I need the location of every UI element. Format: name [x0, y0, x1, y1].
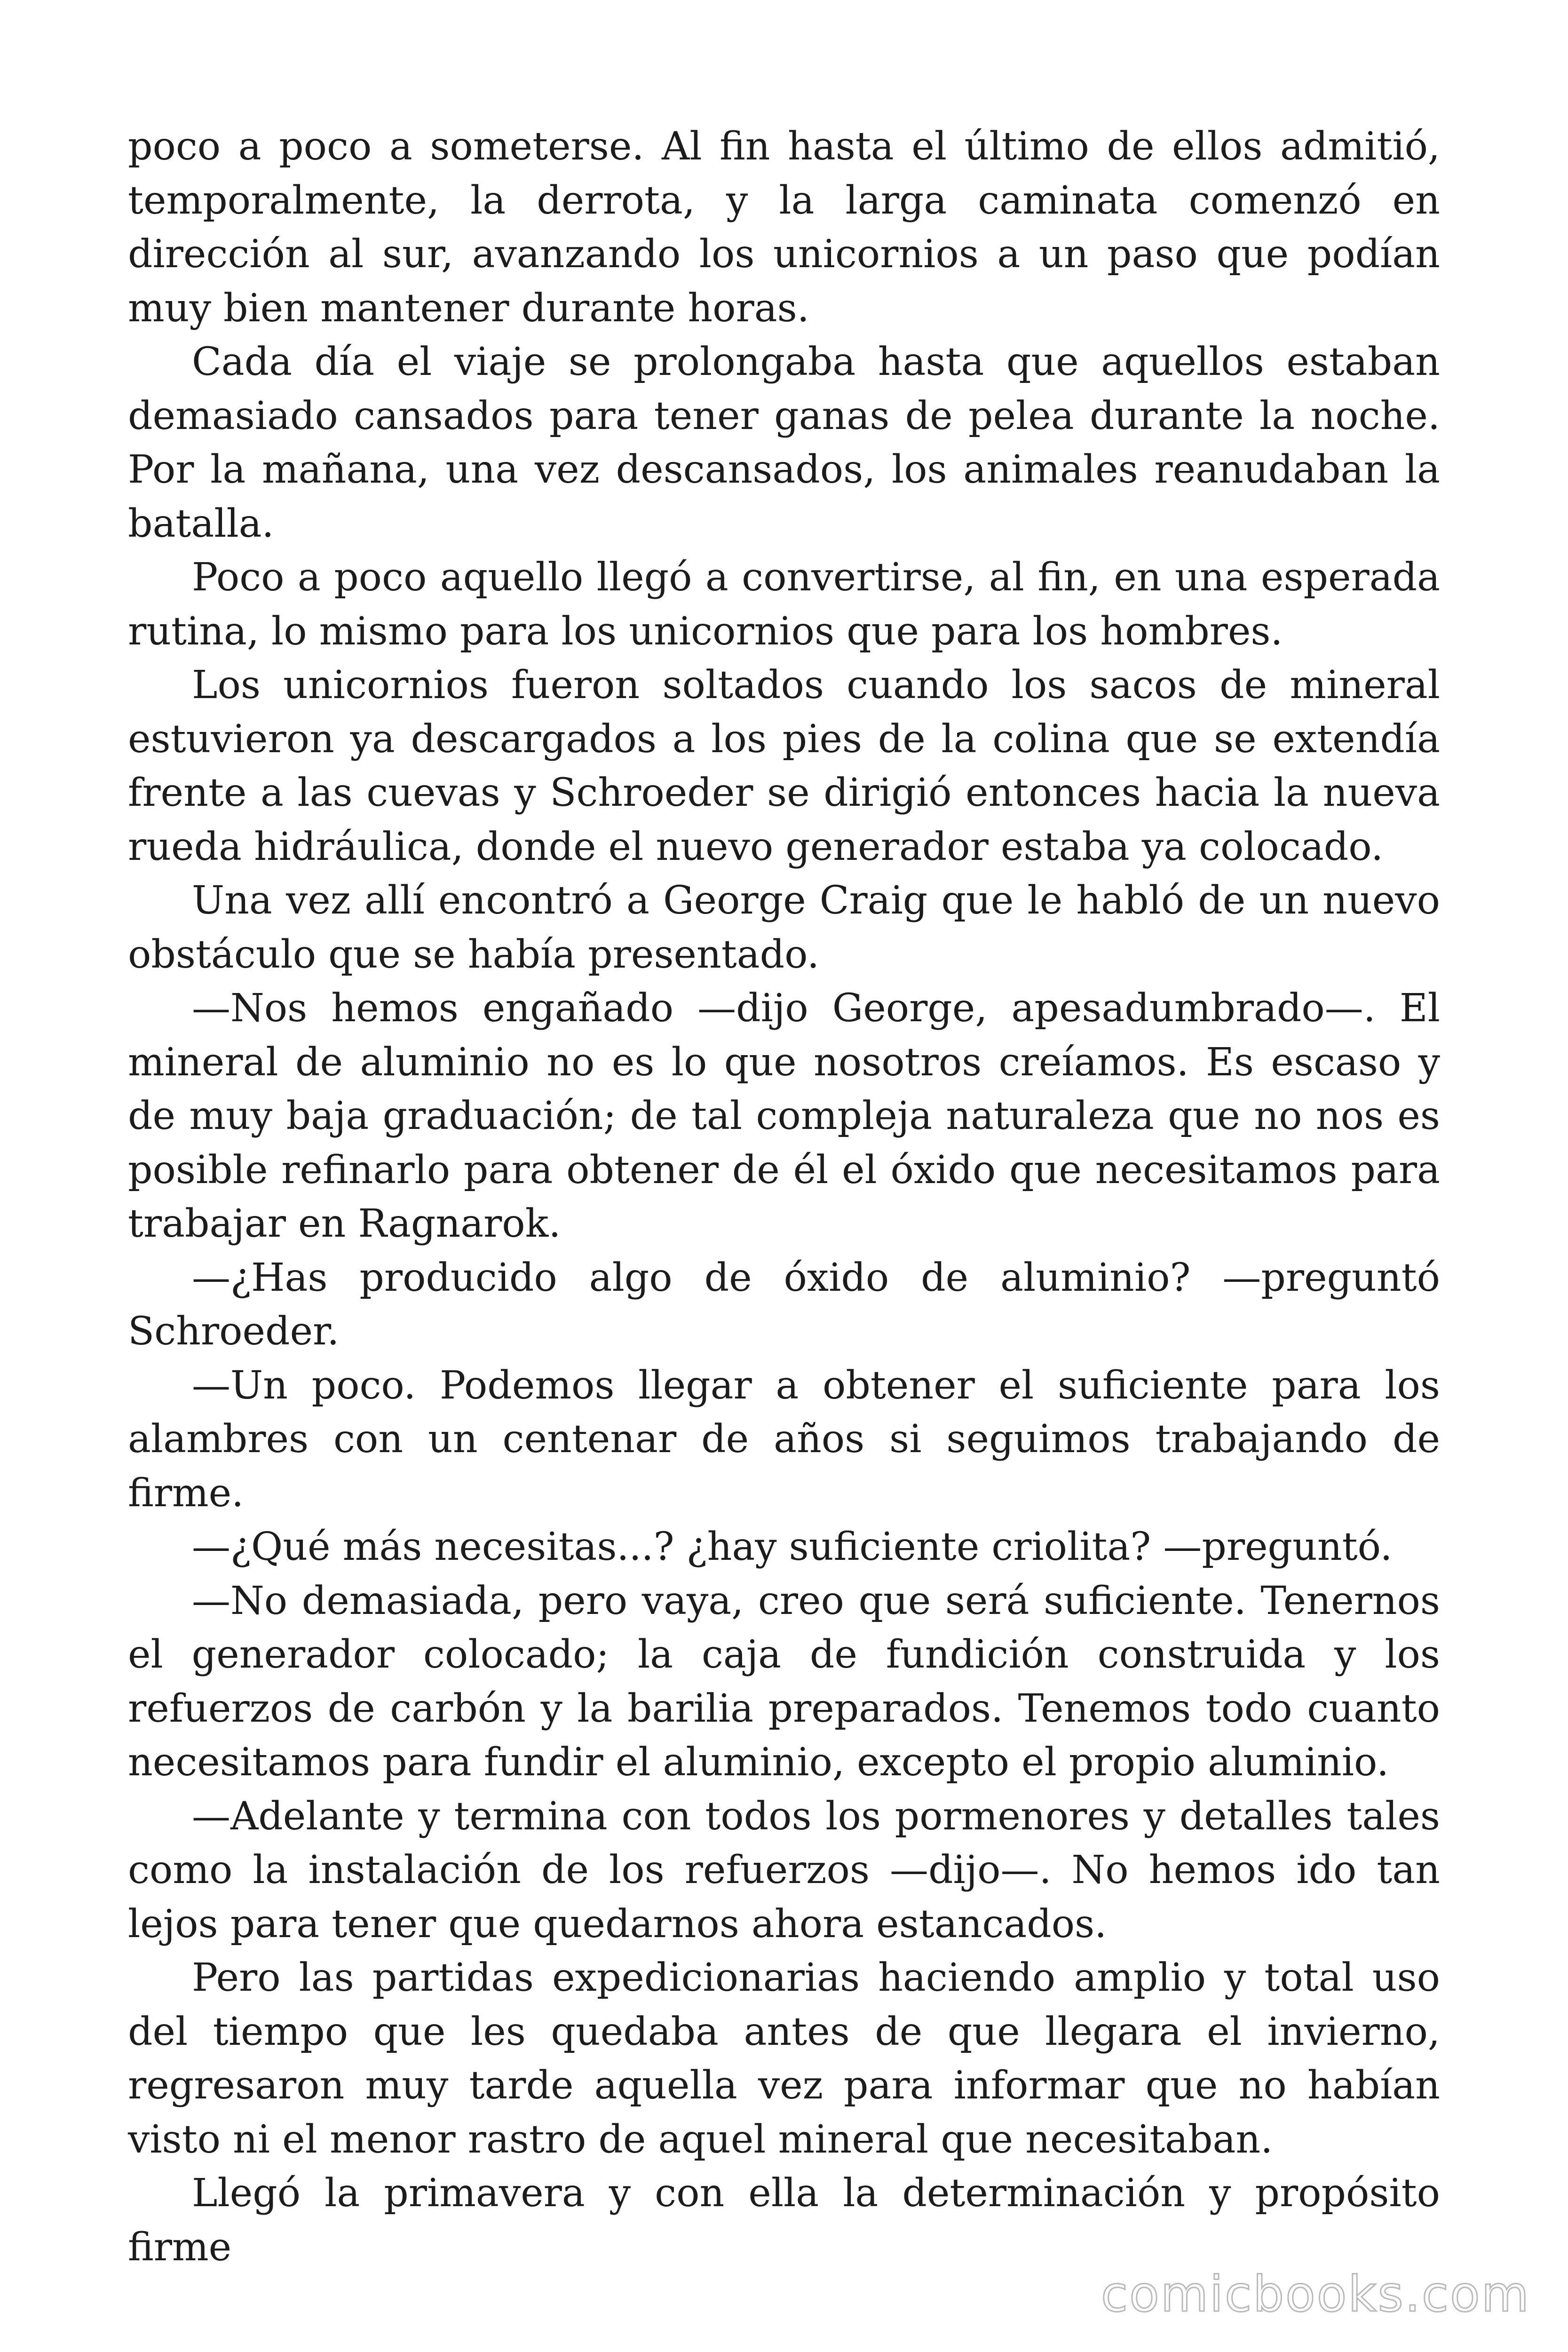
paragraph: Cada día el viaje se prolongaba hasta que aquellos estaban demasiado cansados para tener ganas de pelea durante la noche. Por la mañana, una vez descansados, los animales reanudaban la batalla.: [128, 340, 1440, 546]
paragraph: —¿Qué más necesitas...? ¿hay suficiente criolita? —preguntó.: [192, 1525, 1393, 1569]
paragraph: —Nos hemos engañado —dijo George, apesadumbrado—. El mineral de aluminio no es lo que nosotros creíamos. Es escaso y de muy baja graduación; de tal compleja naturaleza que no nos es posible refinarlo para obtener de él el óxido que necesitamos para trabajar en Ragnarok.: [128, 986, 1440, 1246]
paragraph: Poco a poco aquello llegó a convertirse, al fin, en una esperada rutina, lo mismo para los unicornios que para los hombres.: [128, 555, 1440, 654]
paragraph: —Adelante y termina con todos los pormenores y detalles tales como la instalación de los refuerzos —dijo—. No hemos ido tan lejos para tener que quedarnos ahora estancados.: [128, 1794, 1440, 1947]
watermark: comicbooks.com: [1101, 2265, 1530, 2323]
paragraph: —¿Has producido algo de óxido de aluminio? —preguntó Schroeder.: [128, 1255, 1440, 1354]
paragraph: Los unicornios fueron soltados cuando los sacos de mineral estuvieron ya descargados a los pies de la colina que se extendía frente a las cuevas y Schroeder se dirigió entonces hacia la nueva rueda hidráulica, donde el nuevo generador estaba ya colocado.: [128, 663, 1440, 869]
paragraph: Pero las partidas expedicionarias haciendo amplio y total uso del tiempo que les quedaba antes de que llegara el invierno, regresaron muy tarde aquella vez para informar que no habían visto ni el menor rastro de aquel mineral que necesitaban.: [128, 1955, 1440, 2162]
paragraph: Llegó la primavera y con ella la determinación y propósito firme: [128, 2171, 1440, 2270]
paragraph: —Un poco. Podemos llegar a obtener el suficiente para los alambres con un centenar de años si seguimos trabajando de firme.: [128, 1363, 1440, 1516]
paragraph: Una vez allí encontró a George Craig que le habló de un nuevo obstáculo que se había presentado.: [128, 878, 1440, 977]
paragraph: poco a poco a someterse. Al fin hasta el último de ellos admitió, temporalmente, la derrota, y la larga caminata comenzó en dirección al sur, avanzando los unicornios a un paso que podían muy bien mantener durante horas.: [128, 124, 1440, 331]
page-text: [128, 120, 1440, 2274]
paragraph: —No demasiada, pero vaya, creo que será suficiente. Tenernos el generador colocado; la caja de fundición construida y los refuerzos de carbón y la barilia preparados. Tenemos todo cuanto necesitamos para fundir el aluminio, excepto el propio aluminio.: [128, 1578, 1440, 1785]
